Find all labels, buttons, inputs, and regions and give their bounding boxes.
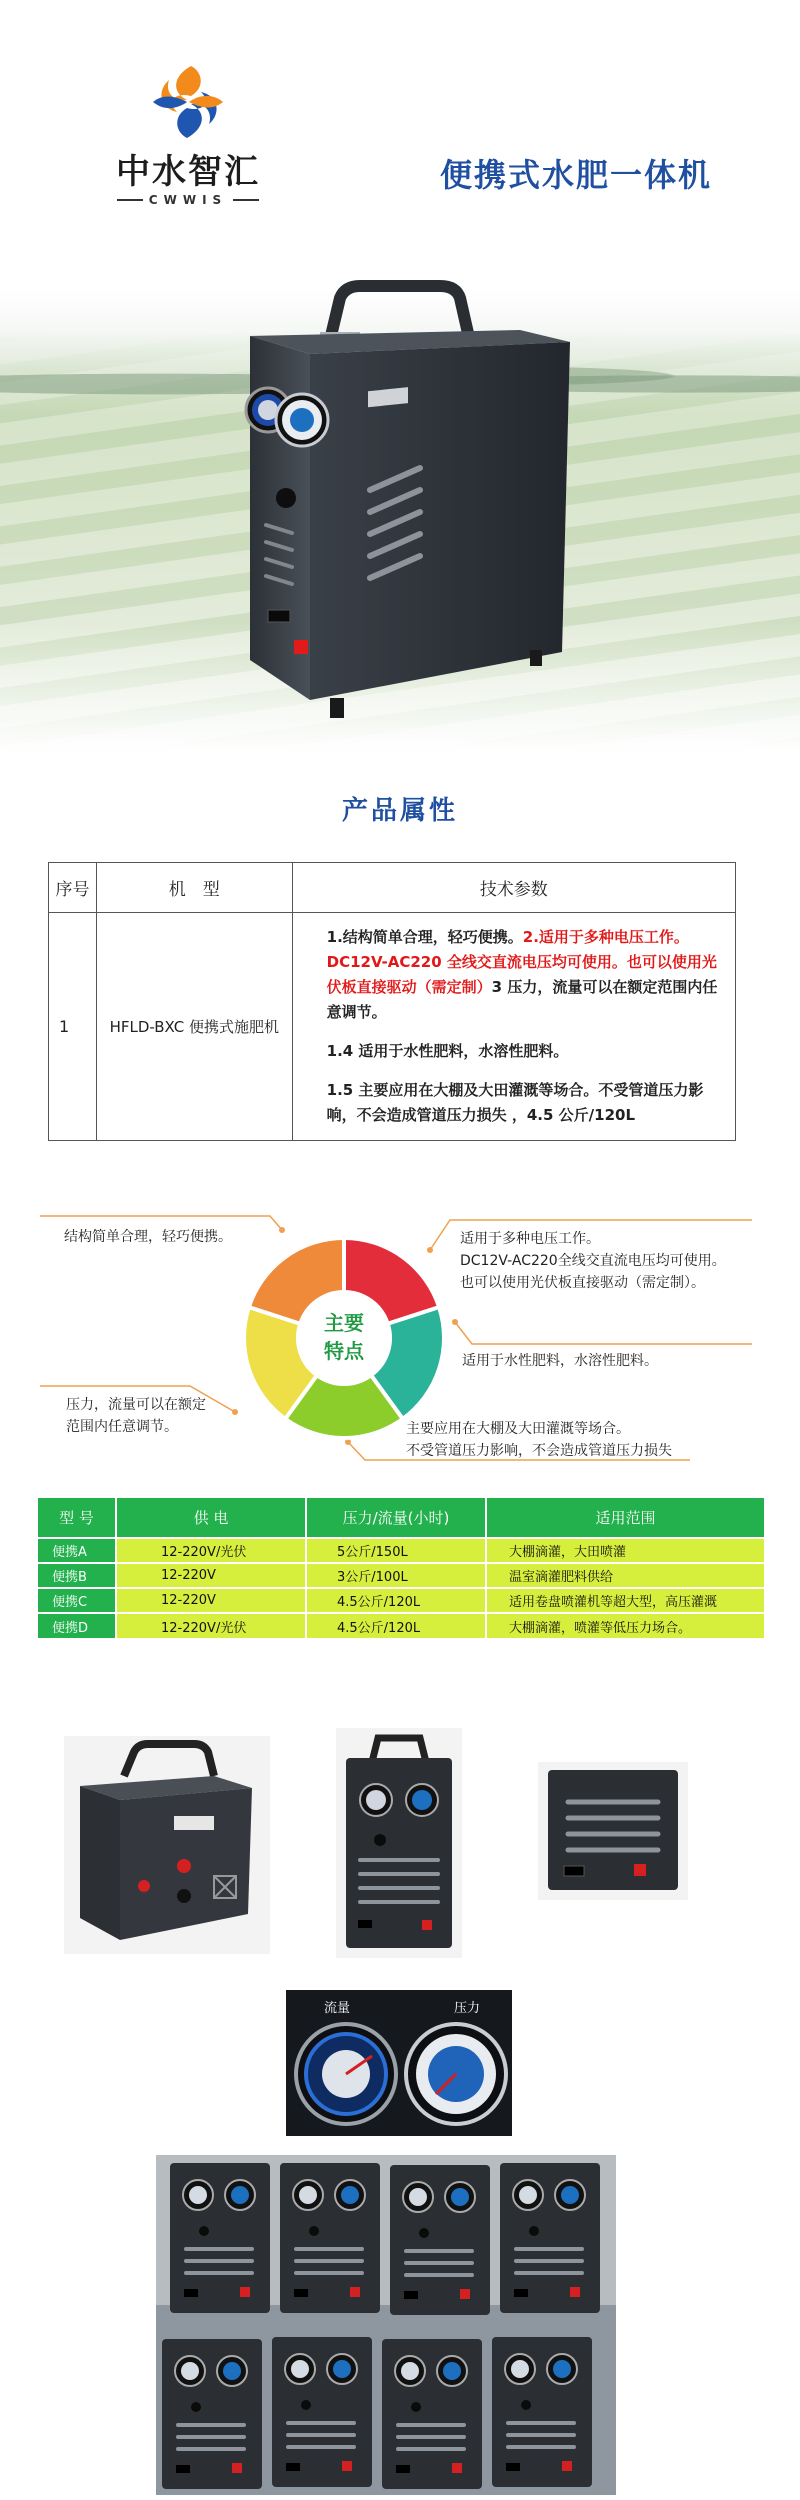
scope-cell: 大棚滴灌，大田喷灌: [486, 1538, 764, 1563]
table-row: [49, 913, 736, 1141]
page-title: 便携式水肥一体机: [440, 156, 713, 194]
feature-text: 压力，流量可以在额定: [66, 1397, 206, 1413]
brand-logo: [108, 62, 268, 212]
table-row: [38, 1613, 764, 1638]
spec-header-index: 序号: [49, 863, 97, 913]
power-cell: 12-220V/光伏: [116, 1613, 306, 1638]
feature-text: 也可以使用光伏板直接驱动（需定制）。: [460, 1275, 705, 1291]
machine-unit: [272, 2337, 372, 2487]
products-group-photo: [156, 2155, 616, 2495]
model-cell: 便携A: [38, 1538, 116, 1563]
scope-cell: 适用卷盘喷灌机等超大型，高压灌溉: [486, 1588, 764, 1613]
feature-label-bottom-right: [406, 1418, 672, 1462]
feature-label-mid-right: 适用于水性肥料，水溶性肥料。: [462, 1353, 658, 1369]
spec-index-cell: 1: [49, 913, 97, 1141]
spec-param-text: 3 压力，流量可以在额定范围内任意调节。: [326, 978, 718, 1021]
machine-unit: [492, 2337, 592, 2487]
model-header-scope: 适用范围: [486, 1498, 764, 1538]
spec-table-header-row: [49, 863, 736, 913]
flow-cell: 5公斤/150L: [306, 1538, 486, 1563]
feature-text: 适用于多种电压工作。: [460, 1231, 600, 1247]
model-cell: 便携C: [38, 1588, 116, 1613]
model-header-type: 型 号: [38, 1498, 116, 1538]
brand-logo-icon: [143, 62, 233, 142]
feature-text: 不受管道压力影响，不会造成管道压力损失: [406, 1443, 672, 1459]
machine-unit: [170, 2163, 270, 2313]
machine-unit: [280, 2163, 380, 2313]
spec-param-paragraph-2: 1.4 适用于水性肥料，水溶性肥料。: [326, 1042, 569, 1060]
spec-param-text: 1.结构简单合理，轻巧便携。: [326, 928, 523, 946]
spec-header-model: 机 型: [96, 863, 292, 913]
power-cell: 12-220V: [116, 1588, 306, 1613]
gauges-closeup-photo: [286, 1990, 512, 2136]
spec-table: [48, 862, 736, 1141]
machine-unit: [500, 2163, 600, 2313]
feature-label-top-right: [460, 1228, 726, 1294]
table-row: [38, 1538, 764, 1563]
feature-label-bottom-left: [66, 1394, 206, 1438]
feature-text: 主要应用在大棚及大田灌溉等场合。: [406, 1421, 630, 1437]
power-cell: 12-220V/光伏: [116, 1538, 306, 1563]
power-cell: 12-220V: [116, 1563, 306, 1588]
flow-cell: 3公斤/100L: [306, 1563, 486, 1588]
model-table-header-row: [38, 1498, 764, 1538]
flow-gauge-label: 流量: [324, 2001, 351, 2016]
model-cell: 便携D: [38, 1613, 116, 1638]
pressure-gauge-icon: [406, 2024, 506, 2124]
table-row: [38, 1563, 764, 1588]
brand-name-cn: 中水智汇: [116, 152, 260, 192]
donut-center-line2: 特点: [324, 1339, 364, 1363]
scope-cell: 温室滴灌肥料供给: [486, 1563, 764, 1588]
scope-cell: 大棚滴灌，喷灌等低压力场合。: [486, 1613, 764, 1638]
spec-param-highlight: 2.适用于多种电压工作。DC12V-AC220 全线交直流电压均可使用。也可以使用光伏板直接驱动（需定制）: [326, 928, 717, 996]
model-cell: 便携B: [38, 1563, 116, 1588]
feature-label-top-left: 结构简单合理，轻巧便携。: [64, 1229, 232, 1245]
machine-unit: [162, 2339, 262, 2489]
spec-param-paragraph-3: 1.5 主要应用在大棚及大田灌溉等场合。不受管道压力影响，不会造成管道压力损失 ，4.5 公斤/120L: [326, 1081, 704, 1124]
model-header-flow: 压力/流量(小时): [306, 1498, 486, 1538]
product-photo-front: [336, 1728, 462, 1958]
donut-hole: [298, 1292, 390, 1384]
spec-header-params: 技术参数: [292, 863, 735, 913]
spec-params-cell: [292, 913, 735, 1141]
brand-name-en: CWWIS: [108, 193, 268, 207]
product-photo-angled: [64, 1736, 270, 1954]
flow-gauge-icon: [296, 2024, 396, 2124]
machine-unit: [382, 2339, 482, 2489]
spec-param-paragraph-1: [327, 925, 719, 1025]
section-title-product-attributes: 产品属性: [341, 796, 458, 826]
pressure-gauge-label: 压力: [454, 2001, 481, 2016]
portable-fertilizer-machine-image: [190, 280, 610, 720]
flow-cell: 4.5公斤/120L: [306, 1613, 486, 1638]
machine-unit: [390, 2165, 490, 2315]
model-table: [38, 1498, 764, 1638]
feature-text: 范围内任意调节。: [66, 1419, 178, 1435]
donut-center-line1: 主要: [324, 1311, 364, 1335]
spec-model-cell: HFLD-BXC 便携式施肥机: [96, 913, 292, 1141]
model-header-power: 供 电: [116, 1498, 306, 1538]
feature-text: DC12V-AC220全线交直流电压均可使用。: [460, 1253, 726, 1269]
flow-cell: 4.5公斤/120L: [306, 1588, 486, 1613]
product-photo-rear: [538, 1762, 688, 1900]
table-row: [38, 1588, 764, 1613]
features-diagram: [0, 1190, 800, 1490]
